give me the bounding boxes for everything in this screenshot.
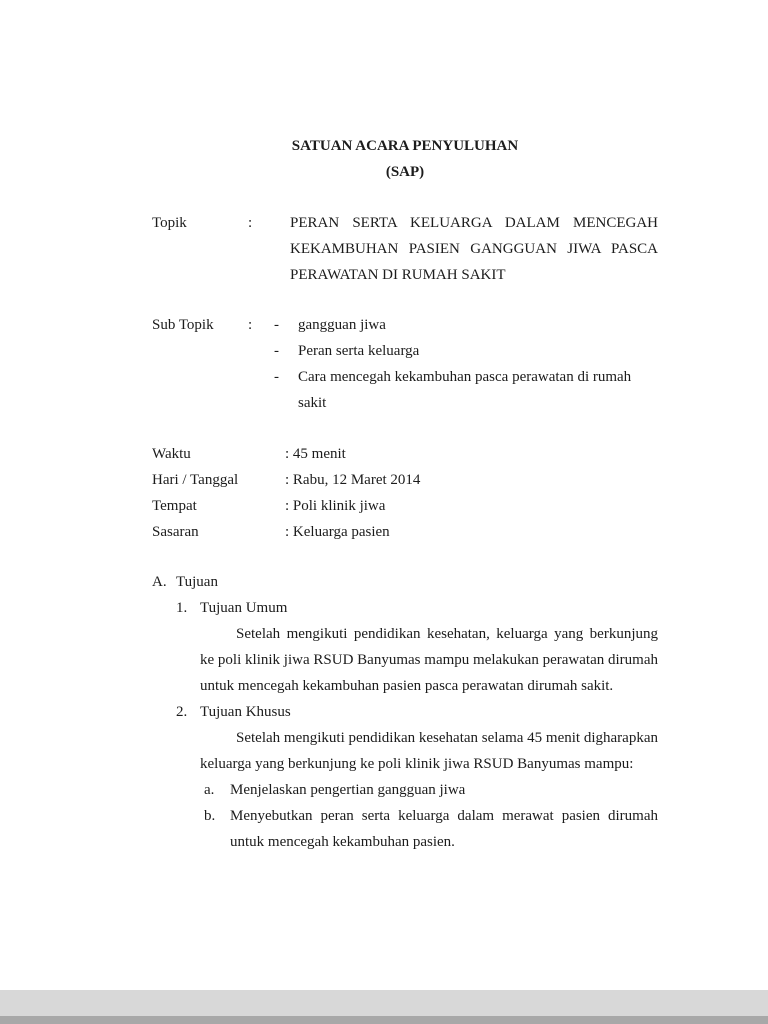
dash-bullet: - [274, 343, 279, 359]
numbered-item-tujuan-khusus [176, 699, 658, 855]
subtopik-list [274, 312, 658, 416]
viewer-bottom-bar [0, 990, 768, 1016]
topik-row [152, 210, 658, 288]
detail-label: Tempat [152, 498, 197, 514]
detail-label: Sasaran [152, 524, 199, 540]
detail-label: Waktu [152, 446, 191, 462]
item-marker: 2. [176, 704, 188, 720]
detail-value: : 45 menit [285, 446, 346, 462]
detail-row-sasaran [152, 519, 658, 545]
lettered-sub-list [200, 777, 658, 855]
lettered-item-b [200, 803, 658, 855]
item-body [200, 699, 658, 855]
item-heading: Tujuan Umum [200, 600, 288, 616]
numbered-item-tujuan-umum [176, 595, 658, 699]
section-heading-text: Tujuan [176, 574, 218, 590]
sub-item-marker: a. [204, 782, 215, 798]
sub-item-text: Menyebutkan peran serta keluarga dalam merawat pasien dirumah untuk mencegah kekambuhan pasien. [230, 808, 658, 850]
section-marker: A. [152, 574, 167, 590]
section-heading [152, 569, 658, 595]
item-marker: 1. [176, 600, 188, 616]
document-subtitle: (SAP) [385, 164, 425, 180]
detail-row-hari-tanggal [152, 467, 658, 493]
list-item [274, 338, 658, 364]
item-paragraph: Setelah mengikuti pendidikan kesehatan, keluarga yang berkunjung ke poli klinik jiwa RSUD Banyumas mampu melakukan perawatan dirumah untuk mencegah kekambuhan pasien pasca perawatan dirumah sakit. [200, 626, 658, 694]
list-item [274, 312, 658, 338]
numbered-list [176, 595, 658, 855]
sub-item-marker: b. [204, 808, 216, 824]
subtopik-item-text: Peran serta keluarga [298, 343, 420, 359]
item-body [200, 595, 658, 699]
detail-row-tempat [152, 493, 658, 519]
subtopik-label: Sub Topik [152, 317, 214, 333]
document-title: SATUAN ACARA PENYULUHAN [291, 138, 519, 154]
viewer-bottom-edge [0, 1016, 768, 1024]
detail-value: : Keluarga pasien [285, 524, 390, 540]
sub-item-text: Menjelaskan pengertian gangguan jiwa [230, 782, 466, 798]
subtopik-item-text: gangguan jiwa [298, 317, 386, 333]
list-item [274, 364, 658, 416]
topik-separator: : [248, 215, 253, 231]
topik-value: PERAN SERTA KELUARGA DALAM MENCEGAH KEKAMBUHAN PASIEN GANGGUAN JIWA PASCA PERAWATAN DI RUMAH SAKIT [290, 215, 658, 283]
dash-bullet: - [274, 369, 279, 385]
detail-value: : Poli klinik jiwa [285, 498, 386, 514]
item-paragraph: Setelah mengikuti pendidikan kesehatan selama 45 menit digharapkan keluarga yang berkunjung ke poli klinik jiwa RSUD Banyumas mampu: [200, 730, 658, 772]
subtopik-item-text: Cara mencegah kekambuhan pasca perawatan di rumah sakit [298, 369, 632, 411]
detail-label: Hari / Tanggal [152, 472, 239, 488]
topik-label: Topik [152, 215, 187, 231]
subtopik-row [152, 312, 658, 416]
dash-bullet: - [274, 317, 279, 333]
details-block [152, 441, 658, 545]
subtopik-separator: : [248, 317, 253, 333]
detail-value: : Rabu, 12 Maret 2014 [285, 472, 421, 488]
lettered-item-a [200, 777, 658, 803]
detail-row-waktu [152, 441, 658, 467]
item-heading: Tujuan Khusus [200, 704, 291, 720]
section-a-tujuan [152, 569, 658, 855]
document-title-block [152, 133, 658, 185]
